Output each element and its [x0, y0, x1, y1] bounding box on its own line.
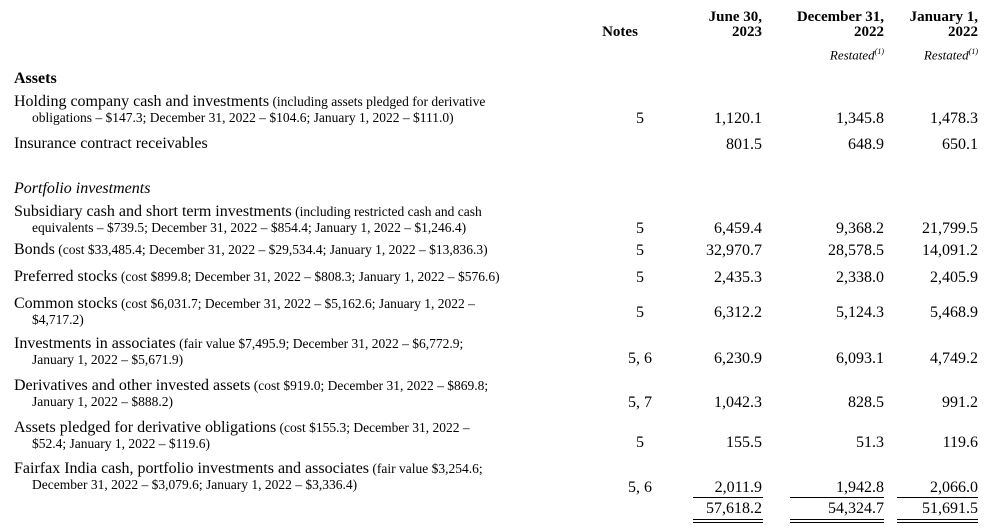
row-detail: (cost $899.8; December 31, 2022 – $808.3; January 1, 2022 – $576.6) — [117, 269, 500, 284]
row-label: Holding company cash and investments — [14, 93, 270, 110]
row-detail: (cost $33,485.4; December 31, 2022 – $29,534.4; January 1, 2022 – $13,836.3) — [54, 242, 488, 257]
row-label: Subsidiary cash and short term investments — [14, 203, 292, 220]
col-jan-line2: 2022 — [948, 24, 978, 40]
row-value-june-2023: 801.5 — [726, 136, 762, 153]
row-description — [14, 420, 574, 452]
row-label-line — [14, 269, 574, 285]
row-description — [14, 461, 574, 493]
row-label-line — [14, 94, 574, 110]
col-june-header — [660, 10, 762, 40]
row-value-dec-2022: 2,338.0 — [836, 269, 884, 286]
row-label: Derivatives and other invested assets — [14, 377, 251, 394]
total-june: 57,618.2 — [706, 500, 762, 517]
row-detail: (cost $155.3; December 31, 2022 – — [276, 420, 470, 435]
row-value-jan-2022: 2,066.0 — [930, 479, 978, 496]
row-label-line — [14, 461, 574, 477]
row-value-june-2023: 6,459.4 — [714, 220, 762, 237]
restated-jan-text: Restated — [923, 47, 969, 63]
row-label-line — [14, 204, 574, 220]
row-detail: (fair value $3,254.6; — [369, 461, 483, 476]
row-label: Insurance contract receivables — [14, 135, 208, 152]
row-detail-continuation: December 31, 2022 – $3,079.6; January 1, 2022 – $3,336.4) — [32, 477, 358, 492]
row-detail-continuation: equivalents – $739.5; December 31, 2022 – $854.4; January 1, 2022 – $1,246.4) — [32, 220, 467, 235]
total-rule-bottom-col3b — [897, 522, 978, 523]
row-value-jan-2022: 650.1 — [942, 136, 978, 153]
row-value-june-2023: 155.5 — [726, 434, 762, 451]
portfolio-heading: Portfolio investments — [14, 180, 151, 197]
row-detail: (including assets pledged for derivative — [269, 94, 486, 109]
row-label: Common stocks — [14, 295, 118, 312]
row-detail-continuation: obligations – $147.3; December 31, 2022 – $104.6; January 1, 2022 – $111.0) — [32, 110, 454, 125]
col-dec-line1: December 31, — [796, 9, 884, 25]
assets-heading: Assets — [14, 70, 57, 87]
row-label-line — [14, 378, 574, 394]
total-rule-top-col1 — [693, 497, 763, 498]
row-value-jan-2022: 991.2 — [942, 394, 978, 411]
row-detail-continuation: January 1, 2022 – $5,671.9) — [32, 352, 184, 367]
restated-dec-label — [770, 47, 884, 63]
row-label: Fairfax India cash, portfolio investments and associates — [14, 460, 370, 477]
total-rule-bottom-col2a — [790, 519, 884, 520]
row-value-june-2023: 1,120.1 — [714, 110, 762, 127]
restated-jan-label — [870, 47, 978, 63]
row-detail: (including restricted cash and cash — [291, 204, 482, 219]
total-rule-bottom-col1a — [693, 519, 763, 520]
total-rule-bottom-col3a — [897, 519, 978, 520]
row-label-line — [14, 420, 574, 436]
row-label: Bonds — [14, 241, 55, 258]
row-detail: (cost $6,031.7; December 31, 2022 – $5,162.6; January 1, 2022 – — [117, 296, 475, 311]
col-jan-header — [890, 10, 978, 40]
restated-dec-text: Restated — [829, 47, 875, 63]
row-value-jan-2022: 21,799.5 — [922, 220, 978, 237]
total-rule-bottom-col2b — [790, 522, 884, 523]
row-note: 5 — [636, 434, 644, 451]
row-description — [14, 296, 574, 328]
row-note: 5 — [636, 269, 644, 286]
row-value-june-2023: 32,970.7 — [706, 242, 762, 259]
row-value-jan-2022: 1,478.3 — [930, 110, 978, 127]
total-jan: 51,691.5 — [922, 500, 978, 517]
col-june-line2: 2023 — [732, 24, 762, 40]
row-value-june-2023: 6,312.2 — [714, 304, 762, 321]
row-value-june-2023: 2,011.9 — [714, 479, 762, 496]
row-value-dec-2022: 828.5 — [848, 394, 884, 411]
row-description — [14, 269, 574, 285]
total-dec: 54,324.7 — [828, 500, 884, 517]
row-value-june-2023: 6,230.9 — [714, 350, 762, 367]
row-note: 5, 7 — [628, 394, 652, 411]
row-value-jan-2022: 14,091.2 — [922, 242, 978, 259]
row-value-jan-2022: 5,468.9 — [930, 304, 978, 321]
row-detail: (cost $919.0; December 31, 2022 – $869.8; — [250, 378, 489, 393]
col-june-line1: June 30, — [708, 9, 762, 25]
row-note: 5 — [636, 110, 644, 127]
row-value-jan-2022: 119.6 — [942, 434, 978, 451]
row-value-dec-2022: 1,345.8 — [836, 110, 884, 127]
row-label-line — [14, 336, 574, 352]
row-description — [14, 204, 574, 236]
row-value-jan-2022: 2,405.9 — [930, 269, 978, 286]
restated-dec-footnote: (1) — [874, 47, 884, 56]
row-label: Investments in associates — [14, 335, 176, 352]
row-value-dec-2022: 5,124.3 — [836, 304, 884, 321]
col-jan-line1: January 1, — [909, 9, 978, 25]
row-note: 5 — [636, 220, 644, 237]
row-description — [14, 336, 574, 368]
row-value-dec-2022: 28,578.5 — [828, 242, 884, 259]
row-description — [14, 136, 574, 152]
row-description — [14, 242, 574, 258]
row-value-june-2023: 2,435.3 — [714, 269, 762, 286]
row-value-jan-2022: 4,749.2 — [930, 350, 978, 367]
row-detail-continuation: $52.4; January 1, 2022 – $119.6) — [32, 436, 210, 451]
row-value-dec-2022: 51.3 — [856, 434, 884, 451]
total-rule-top-col2 — [790, 497, 884, 498]
row-note: 5, 6 — [628, 479, 652, 496]
row-value-dec-2022: 648.9 — [848, 136, 884, 153]
row-description — [14, 378, 574, 410]
restated-jan-footnote: (1) — [968, 47, 978, 56]
row-detail-continuation: $4,717.2) — [32, 312, 84, 327]
col-dec-header — [770, 10, 884, 40]
row-value-june-2023: 1,042.3 — [714, 394, 762, 411]
row-description — [14, 94, 574, 126]
row-detail: (fair value $7,495.9; December 31, 2022 – $6,772.9; — [175, 336, 464, 351]
col-dec-line2: 2022 — [854, 24, 884, 40]
row-label-line — [14, 296, 574, 312]
row-value-dec-2022: 1,942.8 — [836, 479, 884, 496]
row-note: 5 — [636, 242, 644, 259]
row-label-line — [14, 136, 574, 152]
row-detail-continuation: January 1, 2022 – $888.2) — [32, 394, 173, 409]
row-value-dec-2022: 9,368.2 — [836, 220, 884, 237]
row-label: Preferred stocks — [14, 268, 118, 285]
row-label-line — [14, 242, 574, 258]
row-note: 5, 6 — [628, 350, 652, 367]
total-rule-bottom-col1b — [693, 522, 763, 523]
notes-header: Notes — [602, 24, 638, 40]
row-label: Assets pledged for derivative obligations — [14, 419, 277, 436]
row-note: 5 — [636, 304, 644, 321]
total-rule-top-col3 — [897, 497, 978, 498]
row-value-dec-2022: 6,093.1 — [836, 350, 884, 367]
